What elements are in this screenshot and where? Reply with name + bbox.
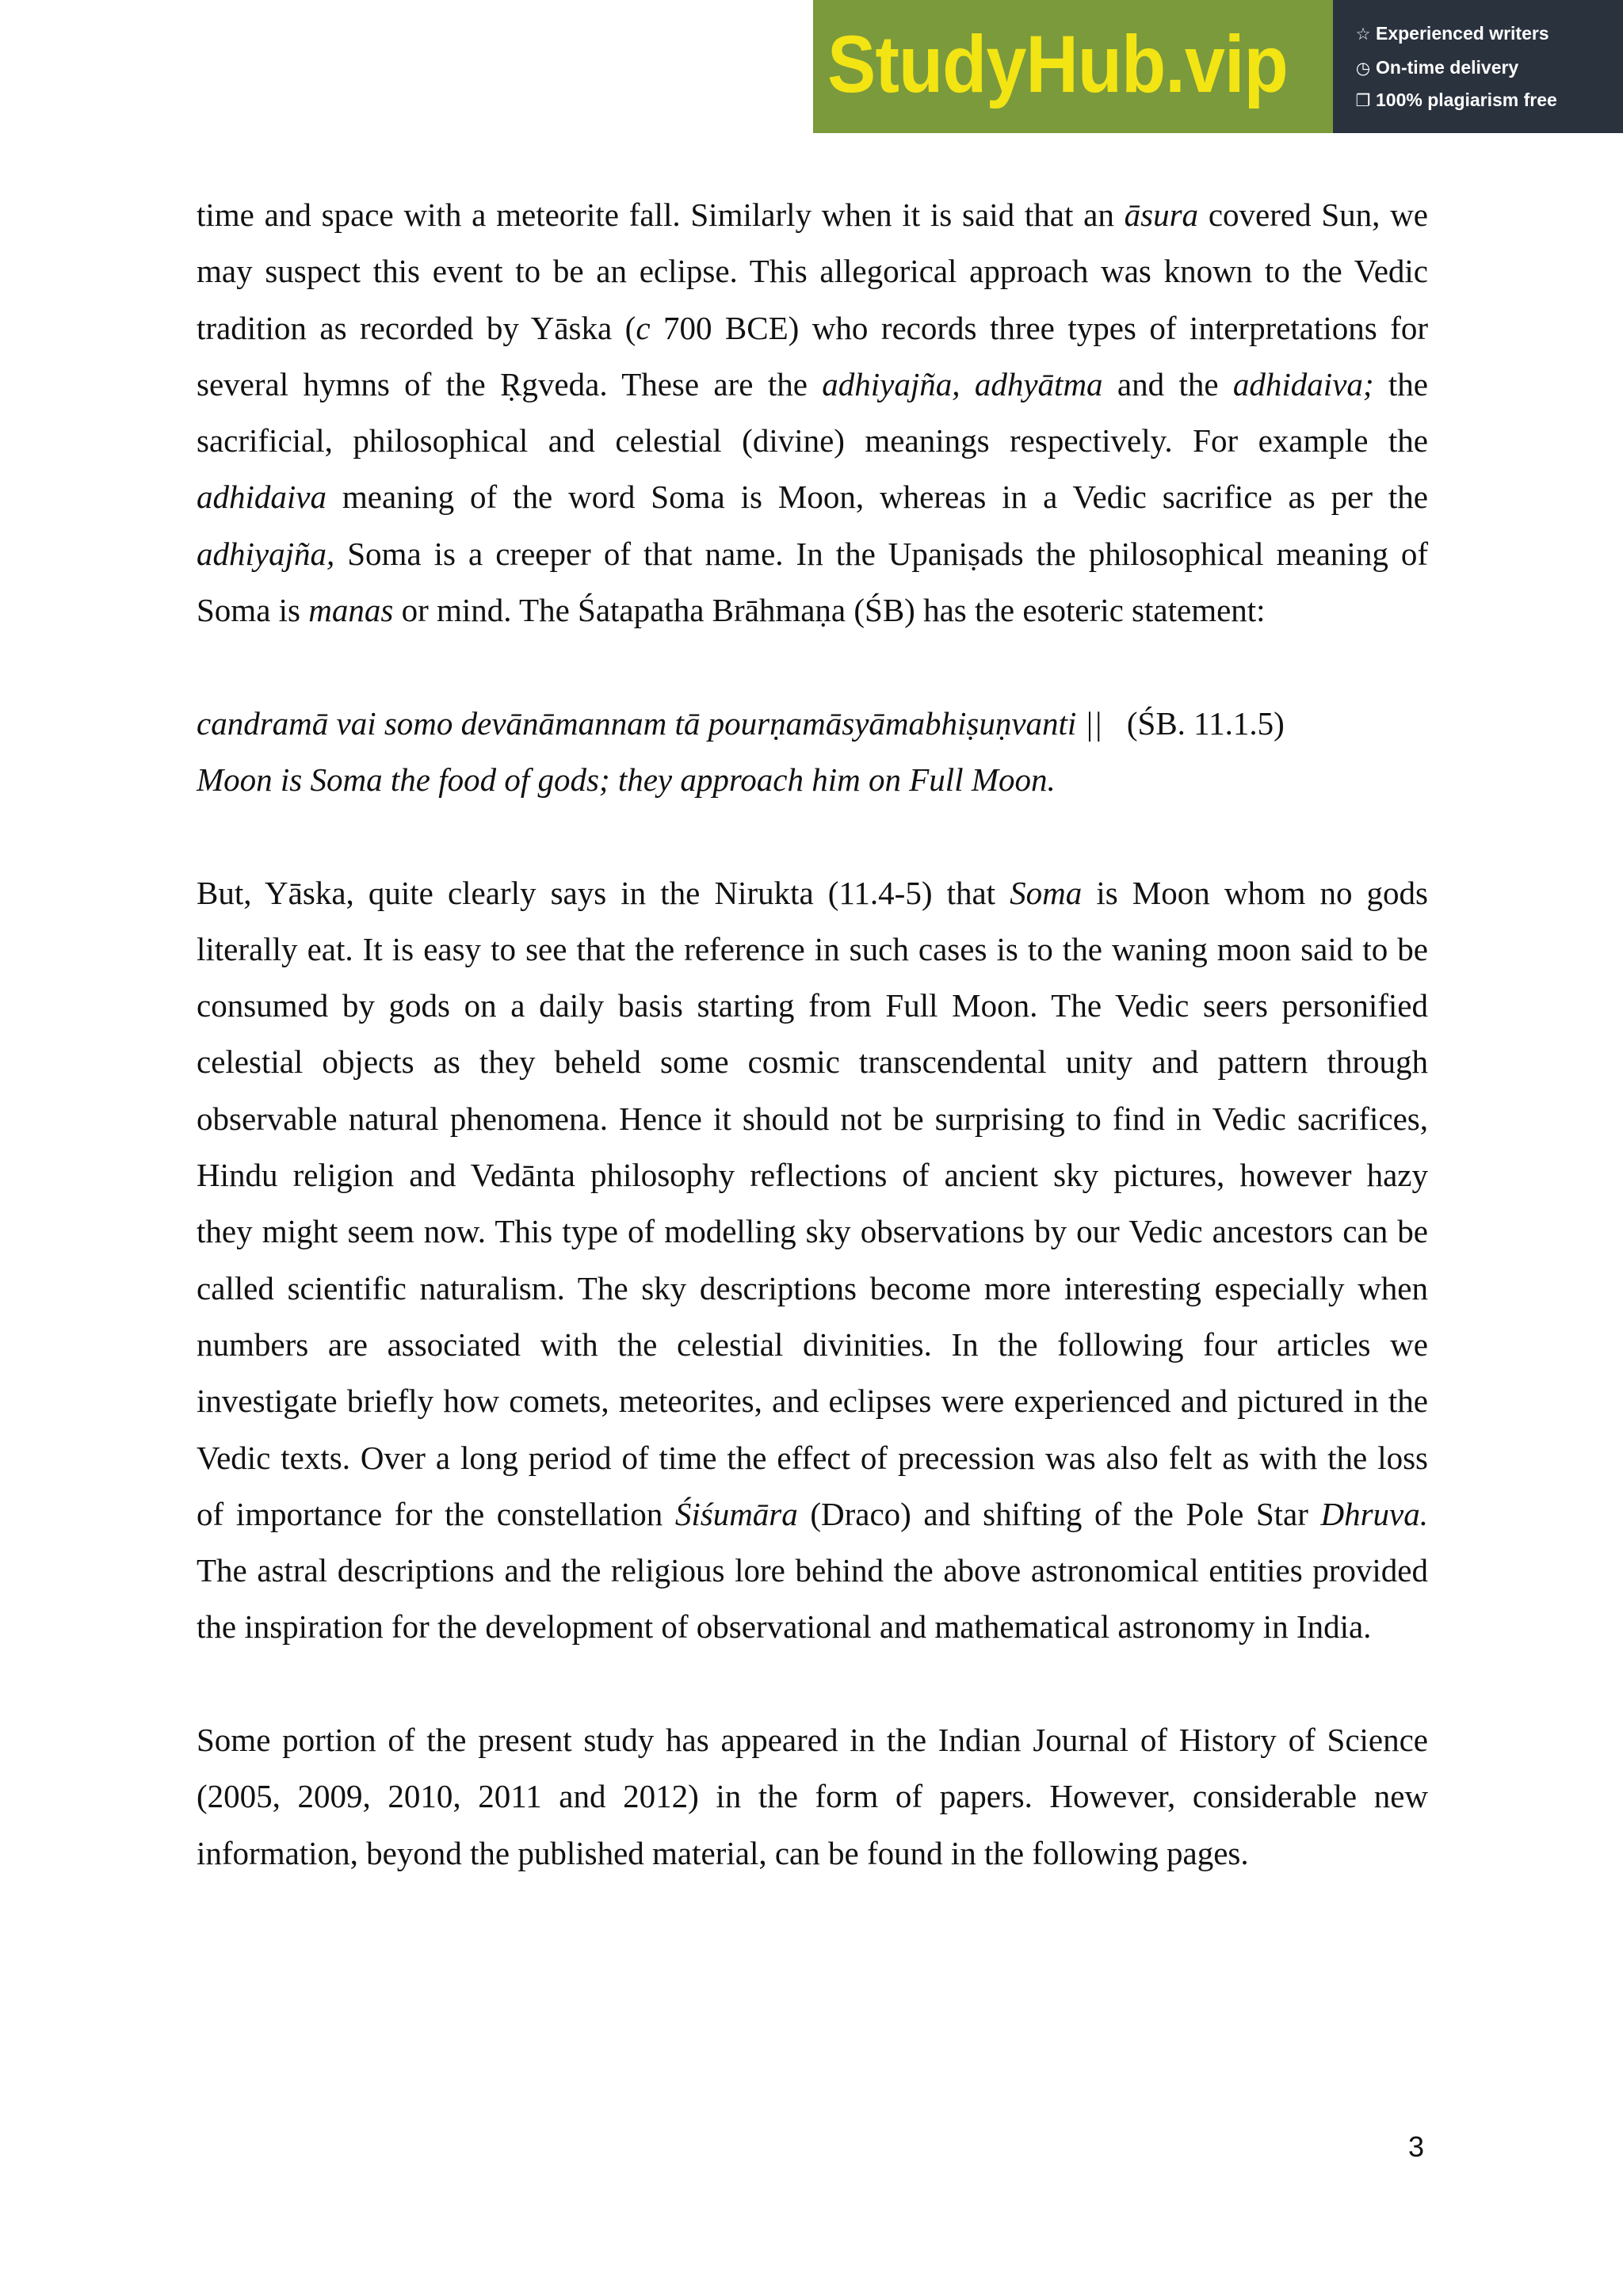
text-line <box>197 1712 1428 1768</box>
text-run: (Draco) and shifting of the Pole Star <box>797 1495 1321 1532</box>
text-line <box>197 1430 1428 1486</box>
italic-text: adhiyajña, adhyātma <box>822 365 1103 402</box>
text-run: time and space with a meteorite fall. Similarly when it is said that an <box>197 196 1125 233</box>
text-run: information, beyond the published material, can be found in the following pages. <box>197 1834 1249 1871</box>
feature-label: Experienced writers <box>1376 23 1549 44</box>
text-run: The astral descriptions and the religious lore behind the above astronomical entities provided <box>197 1552 1428 1589</box>
text-line <box>197 413 1428 469</box>
text-run: celestial objects as they beheld some cosmic transcendental unity and pattern through <box>197 1043 1428 1081</box>
italic-text: adhiyajña, <box>197 535 335 572</box>
italic-text: Moon is Soma the food of gods; they approach him on Full Moon. <box>197 761 1056 798</box>
text-line <box>197 1543 1428 1599</box>
italic-text: Soma <box>1010 874 1083 911</box>
text-run: Soma is a creeper of that name. In the Upaniṣads the philosophical meaning of <box>334 535 1428 572</box>
text-line <box>197 582 1428 639</box>
paragraph-3 <box>197 1712 1428 1882</box>
text-run: But, Yāska, quite clearly says in the Nirukta (11.4-5) that <box>197 874 1010 911</box>
clock-icon <box>1354 56 1373 80</box>
text-run: literally eat. It is easy to see that the reference in such cases is to the waning moon said to be <box>197 930 1428 967</box>
italic-text: Dhruva. <box>1320 1495 1428 1532</box>
text-run: covered Sun, we <box>1198 196 1428 233</box>
feature-on-time-delivery <box>1354 55 1518 79</box>
text-run: may suspect this event to be an eclipse. This allegorical approach was known to the Vedic <box>197 253 1428 290</box>
text-run: they might seem now. This type of modelling sky observations by our Vedic ancestors can be <box>197 1213 1428 1250</box>
feature-label: 100% plagiarism free <box>1376 90 1557 110</box>
brand-name[interactable]: StudyHub.vip <box>827 19 1288 109</box>
text-line <box>197 300 1428 357</box>
text-run: (2005, 2009, 2010, 2011 and 2012) in the form of papers. However, considerable new <box>197 1778 1428 1815</box>
italic-text: adhidaiva; <box>1232 365 1374 402</box>
italic-text: manas <box>308 592 394 629</box>
document-body <box>197 187 1428 1938</box>
text-line <box>197 1317 1428 1373</box>
text-line <box>197 1486 1428 1543</box>
text-line <box>197 1599 1428 1655</box>
text-line <box>197 696 1428 752</box>
text-line <box>197 1203 1428 1260</box>
text-run: the inspiration for the development of observational and mathematical astronomy in India. <box>197 1608 1372 1646</box>
text-line <box>197 978 1428 1034</box>
text-run: meaning of the word Soma is Moon, whereas in a Vedic sacrifice as per the <box>326 479 1428 516</box>
text-line <box>197 1261 1428 1317</box>
paragraph-1 <box>197 187 1428 639</box>
italic-text: c <box>636 309 651 346</box>
text-run: called scientific naturalism. The sky descriptions become more interesting especially when <box>197 1269 1428 1306</box>
text-line <box>197 921 1428 978</box>
text-line <box>197 357 1428 413</box>
text-run: the <box>1373 365 1428 402</box>
feature-label: On-time delivery <box>1376 57 1519 78</box>
text-run: sacrificial, philosophical and celestial (divine) meanings respectively. For example the <box>197 422 1428 460</box>
text-run: (ŚB. 11.1.5) <box>1102 704 1285 742</box>
text-run: Soma is <box>197 592 309 629</box>
text-run: or mind. The Śatapatha Brāhmaṇa (ŚB) has the esoteric statement: <box>393 592 1266 629</box>
text-line <box>197 1034 1428 1090</box>
text-line <box>197 1147 1428 1203</box>
text-run: numbers are associated with the celestial divinities. In the following four articles we <box>197 1325 1428 1363</box>
paragraph-2 <box>197 865 1428 1656</box>
italic-text: adhidaiva <box>197 479 327 516</box>
italic-text: āsura <box>1124 196 1199 233</box>
text-run: tradition as recorded by Yāska ( <box>197 309 636 346</box>
studyhub-banner-features[interactable] <box>1333 0 1623 133</box>
text-run: several hymns of the Ṛgveda. These are the <box>197 365 823 402</box>
text-run: is Moon whom no gods <box>1082 874 1429 911</box>
text-line <box>197 1768 1428 1825</box>
text-line <box>197 865 1428 921</box>
text-run: of importance for the constellation <box>197 1495 675 1532</box>
text-line <box>197 469 1428 525</box>
text-run: Hindu religion and Vedānta philosophy reflections of ancient sky pictures, however hazy <box>197 1157 1428 1194</box>
text-line <box>197 243 1428 299</box>
italic-text: Śiśumāra <box>674 1495 798 1532</box>
studyhub-banner-logo[interactable] <box>813 0 1333 133</box>
text-run: and the <box>1102 365 1233 402</box>
text-run: investigate briefly how comets, meteorites, and eclipses were experienced and pictured in the <box>197 1383 1428 1420</box>
copy-icon <box>1354 89 1373 113</box>
feature-plagiarism-free <box>1354 88 1557 112</box>
text-run: observable natural phenomena. Hence it should not be surprising to find in Vedic sacrifices, <box>197 1100 1428 1137</box>
text-run: consumed by gods on a daily basis starting from Full Moon. The Vedic seers personified <box>197 987 1428 1024</box>
text-line <box>197 1091 1428 1147</box>
text-run: Some portion of the present study has appeared in the Indian Journal of History of Science <box>197 1722 1428 1759</box>
text-run: Vedic texts. Over a long period of time the effect of precession was also felt as with the loss <box>197 1439 1428 1476</box>
page-number: 3 <box>1408 2130 1425 2163</box>
italic-text: candramā vai somo devānāmannam tā pourṇamāsyāmabhiṣuṇvanti || <box>197 704 1103 742</box>
text-line <box>197 187 1428 243</box>
feature-experienced-writers <box>1354 21 1549 45</box>
text-run: 700 BCE) who records three types of interpretations for <box>650 309 1429 346</box>
sanskrit-quotation <box>197 696 1428 809</box>
star-icon <box>1354 22 1373 46</box>
text-line <box>197 752 1428 808</box>
text-line <box>197 1825 1428 1882</box>
text-line <box>197 1373 1428 1429</box>
text-line <box>197 526 1428 582</box>
